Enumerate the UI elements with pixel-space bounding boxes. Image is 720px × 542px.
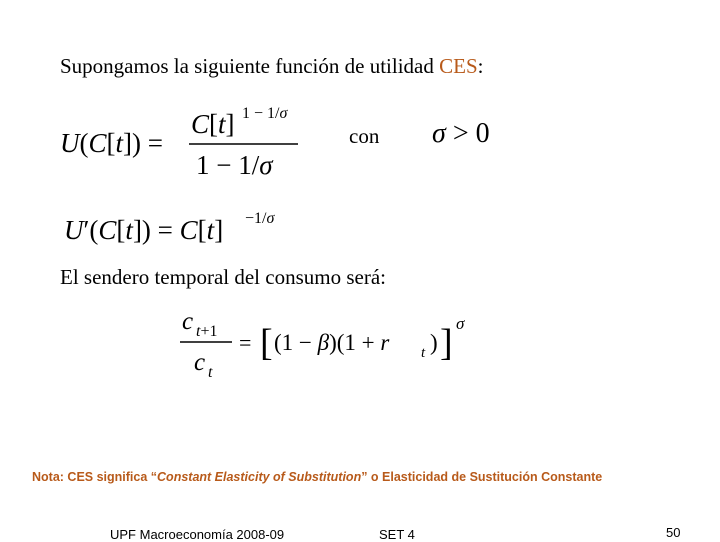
con-label: con <box>349 124 380 148</box>
ces-highlight: CES <box>439 54 478 78</box>
svg-text:U(C[t]) =: U(C[t]) = <box>60 128 163 158</box>
svg-text:=: = <box>239 330 252 355</box>
note-suffix: ” o Elasticidad de Sustitución Constante <box>361 470 603 484</box>
svg-text:σ: σ <box>456 314 465 333</box>
page-number: 50 <box>666 525 681 540</box>
svg-text:t: t <box>208 364 213 381</box>
footer-course: UPF Macroeconomía 2008-09 <box>110 527 285 542</box>
note-italic: Constant Elasticity of Substitution <box>157 470 362 484</box>
utility-equation <box>56 100 336 184</box>
svg-text:−1/σ: −1/σ <box>245 210 275 227</box>
note-prefix: Nota: CES significa “ <box>32 470 158 484</box>
intro-lead: Supongamos la siguiente función de utilidad <box>60 54 440 78</box>
svg-text:): ) <box>430 330 438 355</box>
svg-text:c: c <box>194 349 206 376</box>
svg-text:C[t]: C[t] <box>191 109 235 139</box>
svg-text:1 − 1/σ: 1 − 1/σ <box>242 105 288 122</box>
svg-text:c: c <box>182 308 194 335</box>
sendero-text: El sendero temporal del consumo será: <box>60 265 386 289</box>
svg-text:U′(C[t]) = C[t]: U′(C[t]) = C[t] <box>64 215 224 245</box>
marginal-utility-equation <box>62 203 302 251</box>
svg-text:[: [ <box>260 322 273 364</box>
svg-text:]: ] <box>440 322 453 364</box>
svg-text:1 − 1/σ: 1 − 1/σ <box>196 150 273 180</box>
intro-colon: : <box>477 54 484 78</box>
svg-text:t: t <box>421 345 426 361</box>
svg-text:σ > 0: σ > 0 <box>432 118 490 149</box>
footer-set: SET 4 <box>379 527 415 542</box>
svg-text:t+1: t+1 <box>196 323 218 340</box>
sigma-condition <box>430 112 520 156</box>
note-text <box>32 470 602 484</box>
intro-text <box>60 54 483 79</box>
consumption-path-equation <box>176 305 476 385</box>
svg-text:(1 − β)(1 + r: (1 − β)(1 + r <box>274 330 390 355</box>
